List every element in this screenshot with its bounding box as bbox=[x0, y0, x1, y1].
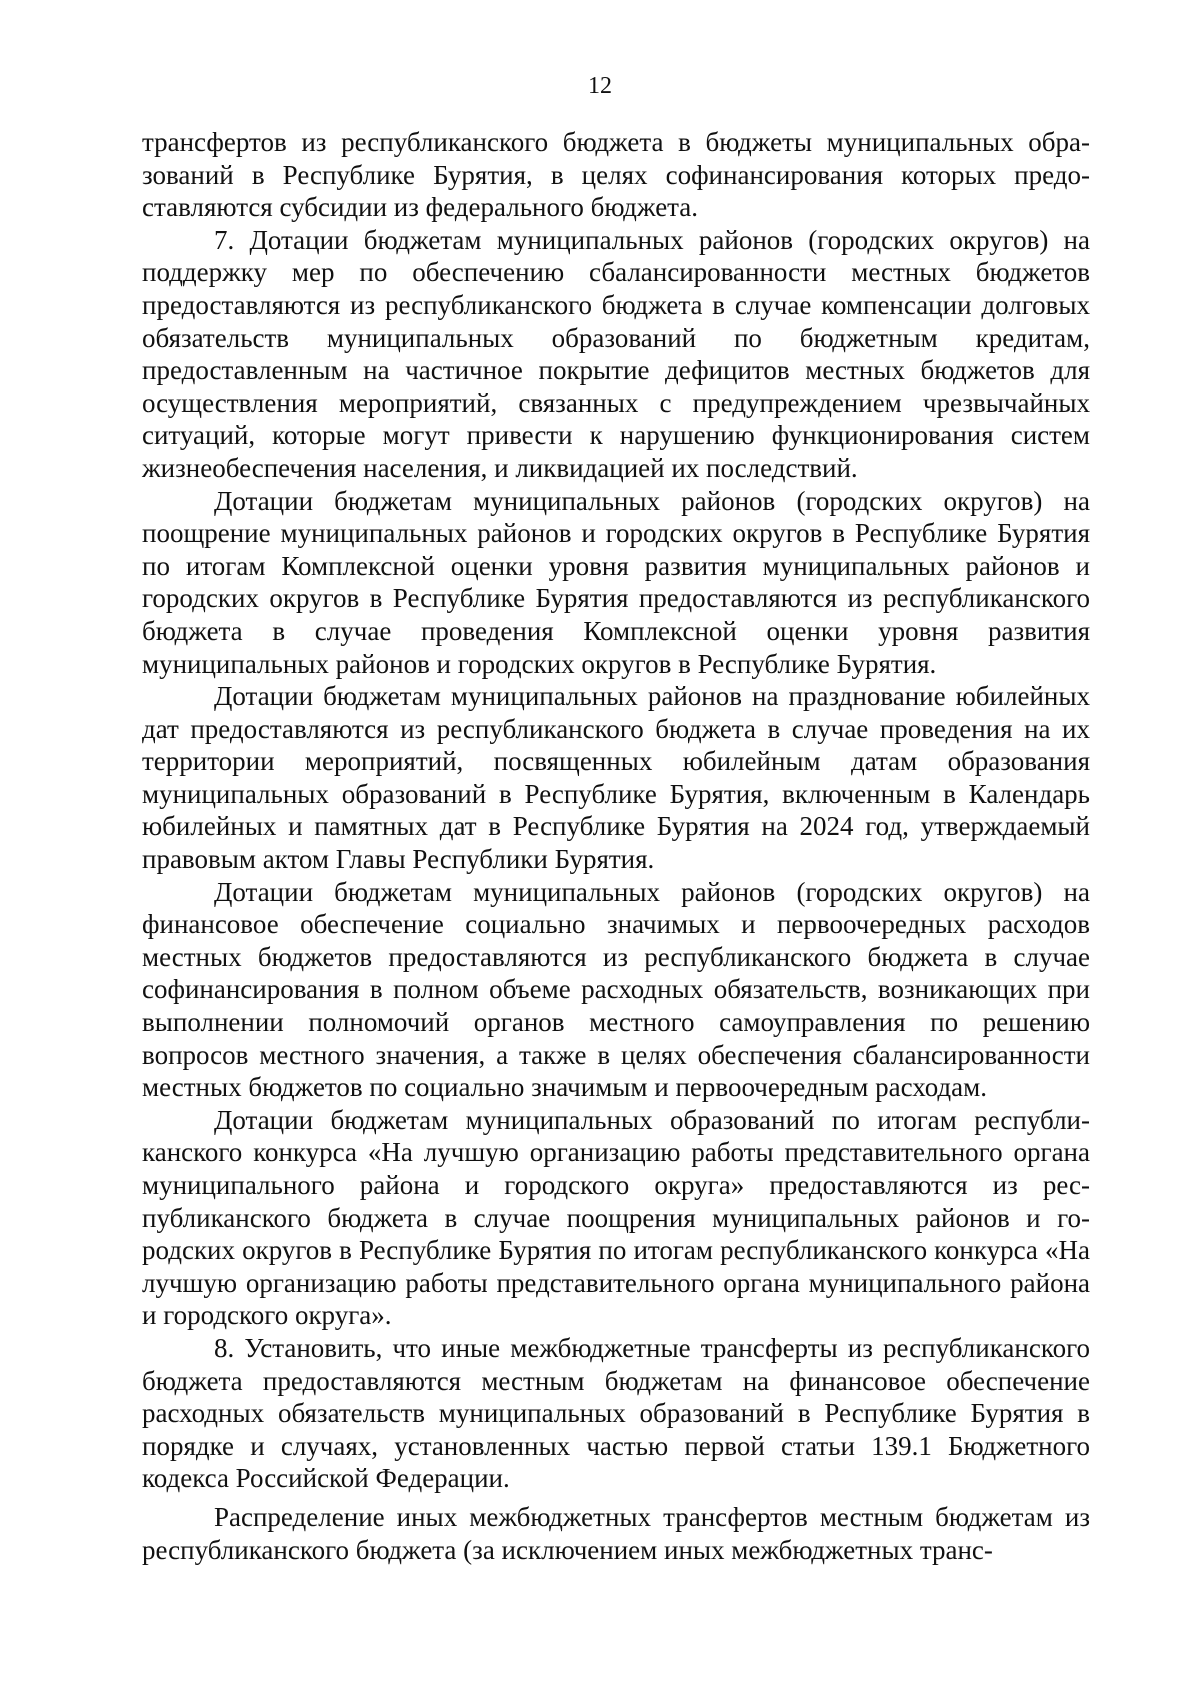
page-number: 12 bbox=[588, 73, 612, 99]
paragraph-item-7: 7. Дотации бюджетам муниципальных районов (городских округов) на поддержку мер по обеспечению сбалансированности местных бюджетов предоставляются из республиканского бюджета в случае компенсации долговых обязательств муниципальных образований по бюджетным кредитам, предоставленным на частичное покрытие дефицитов местных бюджетов для осуществления мероприятий, связанных с предупреждением чрезвычайных ситуаций, которые могут привести к нарушению функционирования систем жизнеобеспечения населения, и ликвидацией их последствий. bbox=[142, 224, 1090, 483]
paragraph-jubilee-grants: Дотации бюджетам муниципальных районов на празднование юбилейных дат предоставляются из республиканского бюджета в случае проведения на их территории мероприятий, посвященных юбилейным датам образования муниципальных образований в Республике Бурятия, включенным в Календарь юбилейных и памятных дат в Республике Бурятия на 2024 год, утверждаемый правовым актом Главы Республики Бурятия. bbox=[142, 681, 1090, 875]
paragraph-contest-grants: Дотации бюджетам муниципальных образований по итогам республиканского конкурса «На лучшую организацию работы представительного органа муниципального района и городского округа» предоставляются из республиканского бюджета в случае поощрения муниципальных районов и городских округов в Республике Бурятия по итогам республиканского конкурса «На лучшую организацию работы представительного органа муниципального района и городского округа». bbox=[142, 1104, 1090, 1331]
paragraph-continuation: трансфертов из республиканского бюджета в бюджеты муниципальных образований в Республике Бурятия, в целях софинансирования которых предоставляются субсидии из федерального бюджета. bbox=[142, 127, 1090, 223]
document-body bbox=[142, 126, 1090, 1566]
paragraph-incentive-grants: Дотации бюджетам муниципальных районов (городских округов) на поощрение муниципальных районов и городских округов в Республике Бурятия по итогам Комплексной оценки уровня развития муниципальных районов и городских округов в Республике Бурятия предоставляются из республиканского бюджета в случае проведения Комплексной оценки уровня развития муниципальных районов и городских округов в Республике Бурятия. bbox=[142, 485, 1090, 679]
paragraph-priority-expenses-grants: Дотации бюджетам муниципальных районов (городских округов) на финансовое обеспечение социально значимых и первоочередных расходов местных бюджетов предоставляются из республиканского бюджета в случае софинансирования в полном объеме расходных обязательств, возникающих при выполнении полномочий органов местного самоуправления по решению вопросов местного значения, а также в целях обеспечения сбалансированности местных бюджетов по социально значимым и первоочередным расходам. bbox=[142, 876, 1090, 1103]
paragraph-distribution: Распределение иных межбюджетных трансфертов местным бюджетам из республиканского бюджета (за исключением иных межбюджетных транс- bbox=[142, 1501, 1090, 1565]
paragraph-item-8: 8. Установить, что иные межбюджетные трансферты из республиканского бюджета предоставляются местным бюджетам на финансовое обеспечение расходных обязательств муниципальных образований в Республике Бурятия в порядке и случаях, установленных частью первой статьи 139.1 Бюджетного кодекса Российской Федерации. bbox=[142, 1332, 1090, 1494]
